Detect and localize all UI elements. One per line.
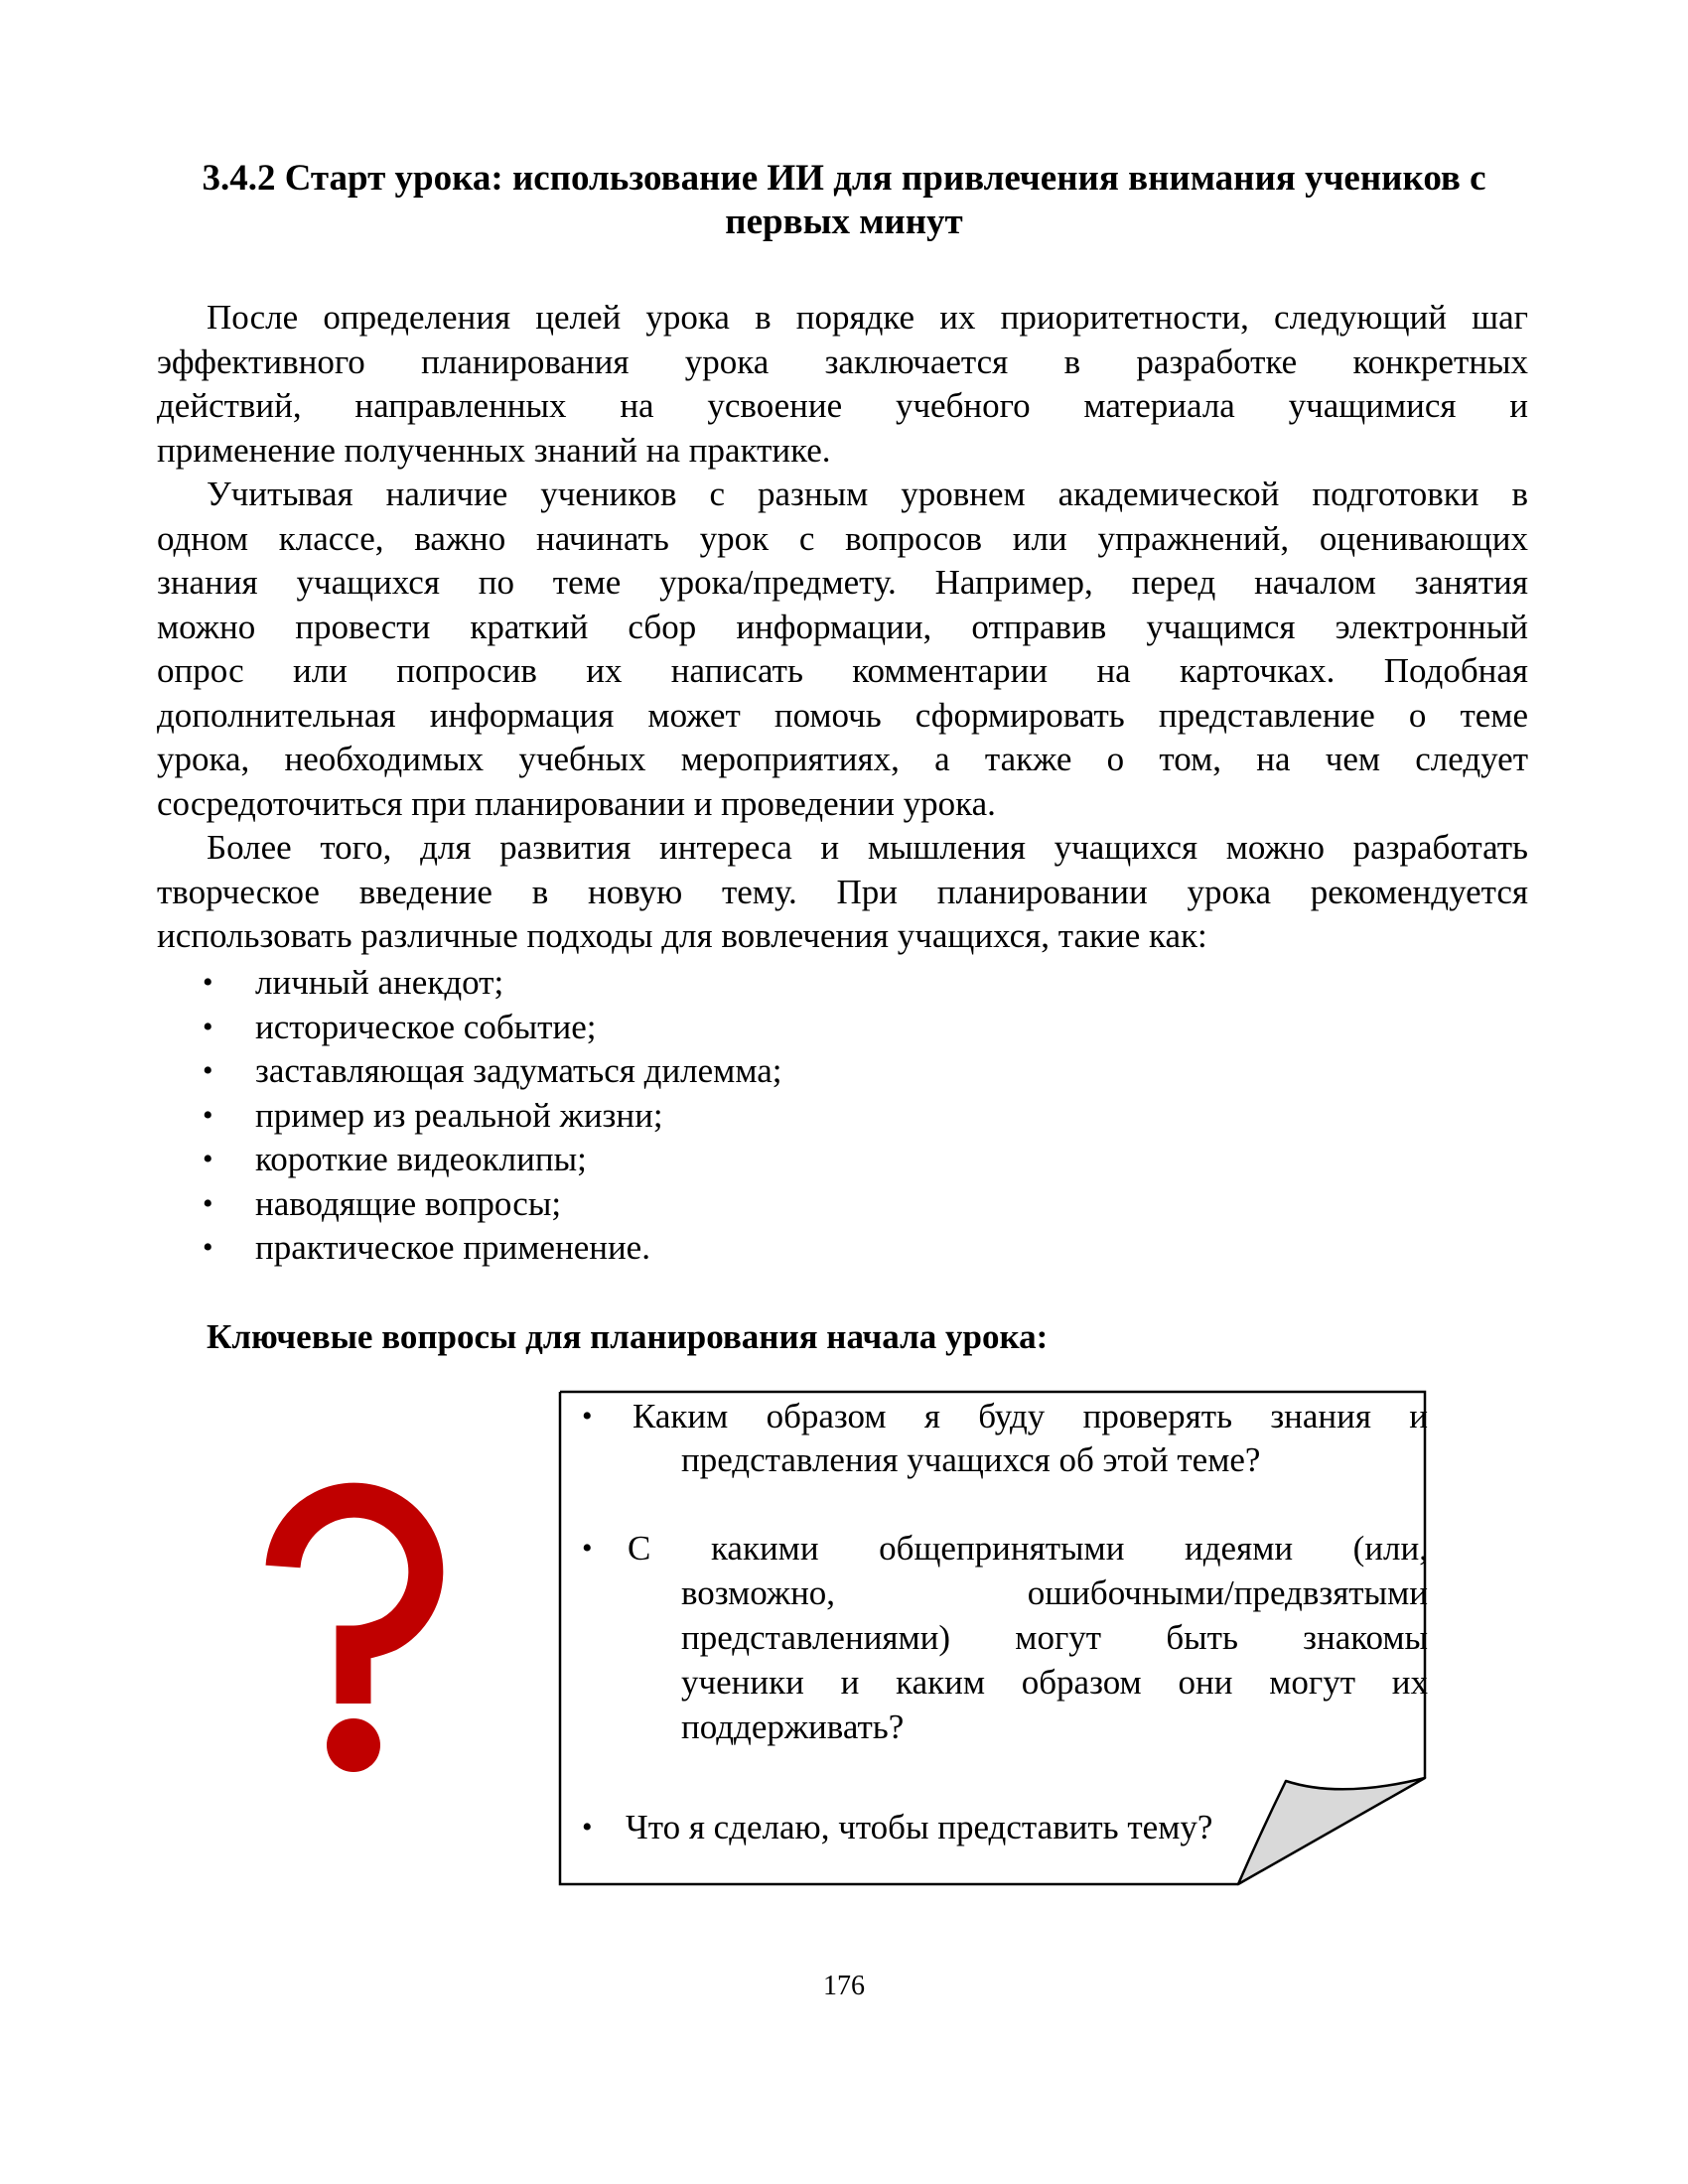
paragraph-line: использовать различные подходы для вовлечения учащихся, такие как: [157, 916, 1207, 955]
page-number: 176 [823, 1971, 865, 2001]
section-title-line-1: 3.4.2 Старт урока: использование ИИ для привлечения внимания учеников с [202, 158, 1486, 199]
paragraph-line: можно провести краткий сбор информации, отправив учащимся электронный [157, 608, 1528, 646]
list-item-text: историческое событие; [255, 1008, 597, 1046]
key-question-line: поддерживать? [681, 1707, 905, 1746]
paragraph-line: одном классе, важно начинать урок с вопросов или упражнений, оценивающих [157, 519, 1528, 558]
key-question-line: Что я сделаю, чтобы представить тему? [626, 1808, 1213, 1846]
page-curl-icon [1238, 1778, 1425, 1884]
bullet-icon: • [203, 1143, 213, 1175]
list-item-text: пример из реальной жизни; [255, 1096, 663, 1135]
bullet-icon: • [203, 1099, 213, 1132]
key-question-line: Каким образом я буду проверять знания и [633, 1397, 1428, 1435]
section-title-line-2: первых минут [725, 202, 963, 242]
paragraph-line: урока, необходимых учебных мероприятиях, а также о том, на чем следует [157, 740, 1528, 778]
paragraph-line: применение полученных знаний на практике. [157, 431, 831, 470]
question-mark-icon [283, 1500, 426, 1772]
paragraph-line: опрос или попросив их написать комментарии на карточках. Подобная [157, 651, 1528, 690]
question-mark-dot [327, 1718, 380, 1772]
paragraph-line: эффективного планирования урока заключается в разработке конкретных [157, 342, 1528, 381]
key-question-line: представлениями) могут быть знакомы [681, 1618, 1428, 1657]
list-item-text: наводящие вопросы; [255, 1184, 562, 1223]
bullet-icon: • [203, 1054, 213, 1087]
key-question-line: ученики и каким образом они могут их [681, 1663, 1428, 1702]
bullet-icon: • [582, 1400, 593, 1433]
paragraph-line: Более того, для развития интереса и мышления учащихся можно разработать [207, 828, 1528, 867]
list-item-text: короткие видеоклипы; [255, 1140, 587, 1178]
paragraph-line: сосредоточиться при планировании и проведении урока. [157, 784, 996, 823]
paragraph-line: Учитывая наличие учеников с разным уровнем академической подготовки в [207, 475, 1528, 513]
bullet-icon: • [203, 966, 213, 999]
bullet-icon: • [582, 1532, 593, 1565]
bullet-icon: • [203, 1231, 213, 1264]
paragraph-line: творческое введение в новую тему. При планировании урока рекомендуется [157, 873, 1528, 911]
paragraph-line: действий, направленных на усвоение учебного материала учащимися и [157, 386, 1528, 425]
paragraph-line: знания учащихся по теме урока/предмету. Например, перед началом занятия [157, 563, 1528, 602]
key-question-line: возможно, ошибочными/предвзятыми [681, 1573, 1428, 1612]
list-item-text: личный анекдот; [255, 963, 504, 1002]
list-item-text: заставляющая задуматься дилемма; [255, 1051, 782, 1090]
bullet-icon: • [203, 1011, 213, 1043]
list-item-text: практическое применение. [255, 1228, 650, 1267]
key-question-line: представления учащихся об этой теме? [681, 1440, 1261, 1479]
key-question-line: С какими общепринятыми идеями (или, [628, 1529, 1428, 1568]
bullet-icon: • [203, 1187, 213, 1220]
bullet-icon: • [582, 1811, 593, 1843]
paragraph-line: После определения целей урока в порядке их приоритетности, следующий шаг [207, 298, 1528, 337]
question-mark-hook [283, 1500, 426, 1704]
key-questions-heading: Ключевые вопросы для планирования начала урока: [207, 1317, 1049, 1356]
paragraph-line: дополнительная информация может помочь сформировать представление о теме [157, 696, 1528, 735]
